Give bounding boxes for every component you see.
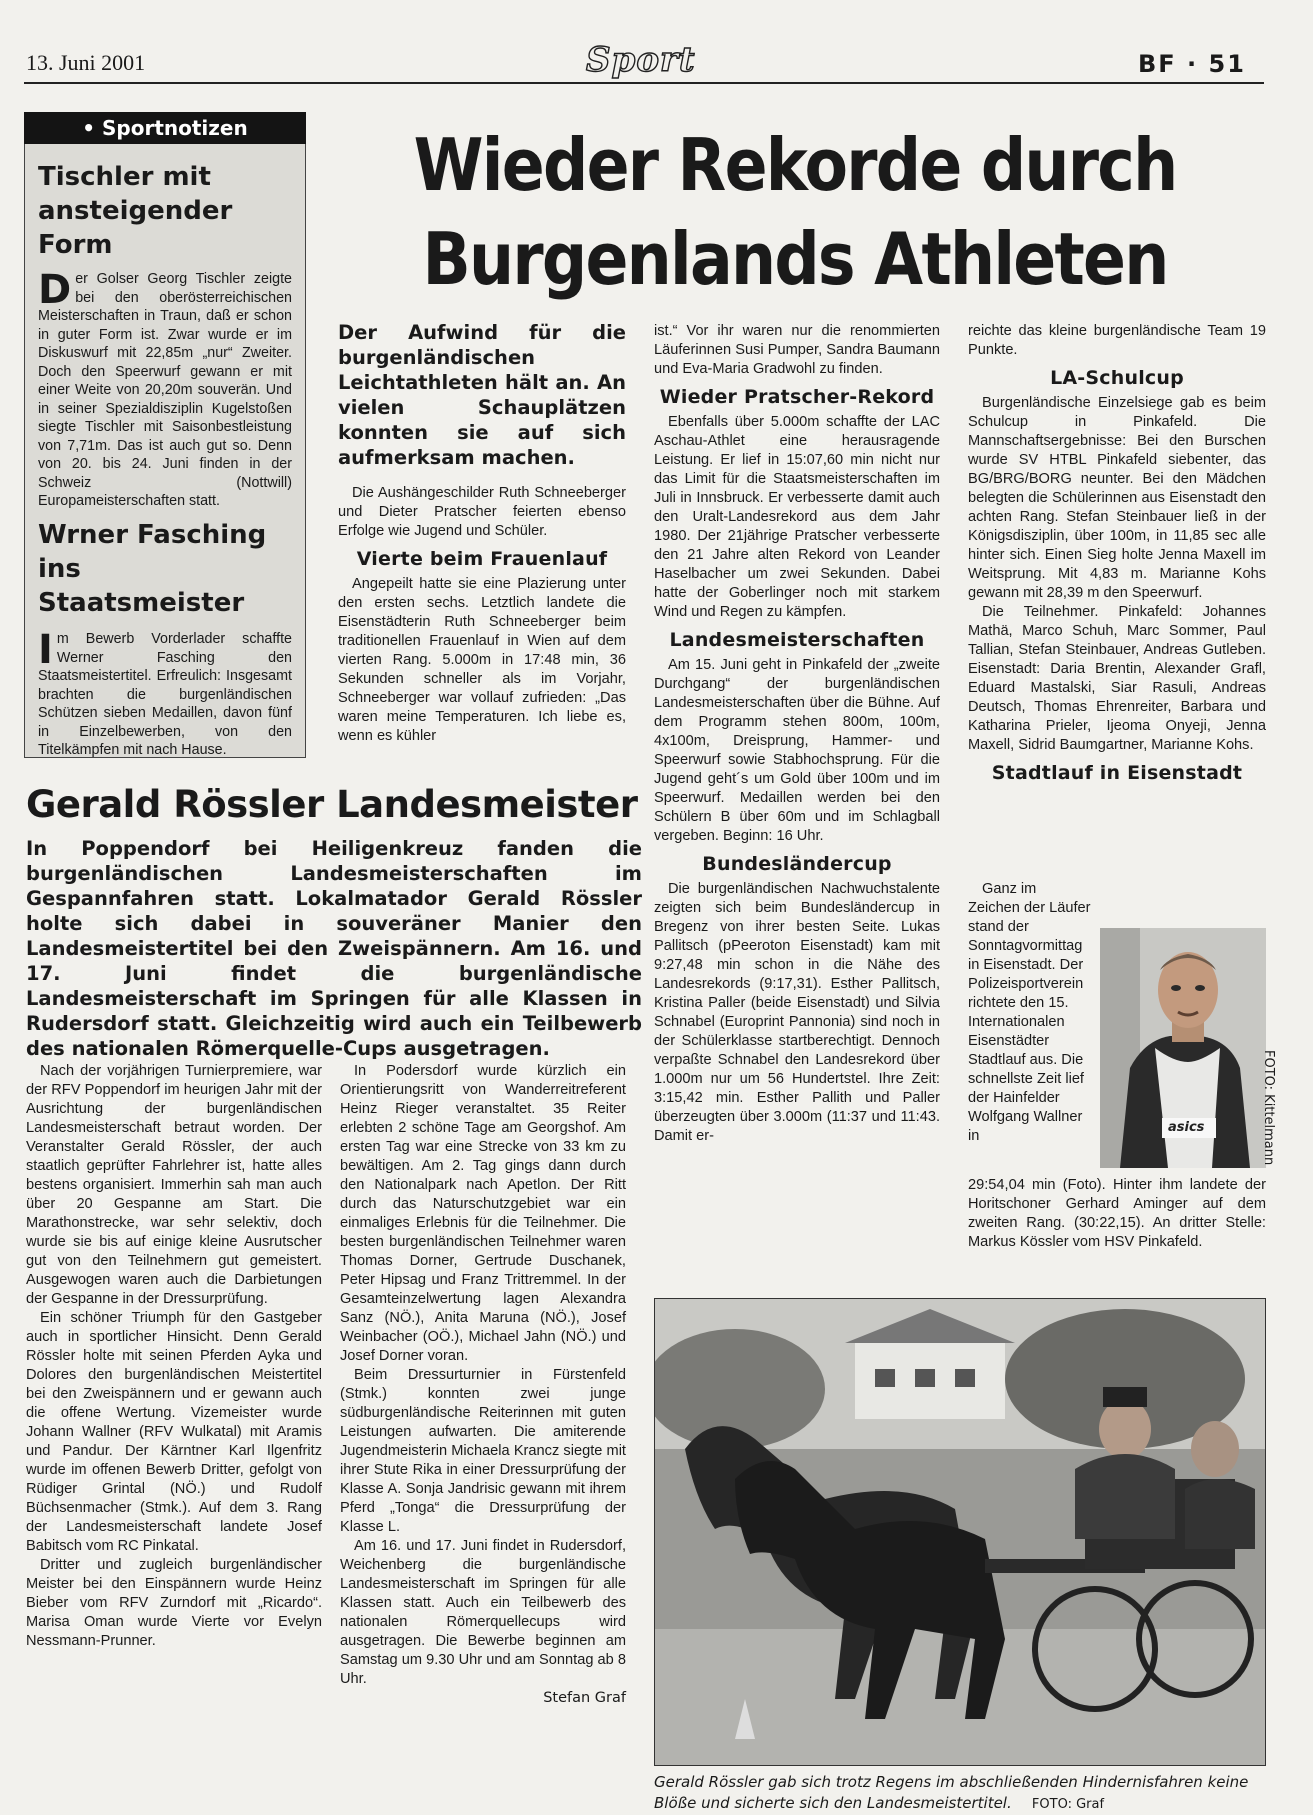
issue-date: 13. Juni 2001 bbox=[26, 50, 146, 75]
paragraph: Beim Dressurturnier in Fürstenfeld (Stmk.) konnten zwei junge südburgenländische Reiterinnen mit guten Leistungen aufwarten. Die amiterende Jugendmeisterin Michaela Krancz siegte mit ihrer Stute Rika in einer Dressurprüfung der Klasse A. Sonja Jandrisic gewann mit ihrem Pferd „Tonga“ die Dressurprüfung der Klasse L. bbox=[340, 1367, 626, 1535]
notiz-body bbox=[38, 627, 292, 760]
paragraph: Ebenfalls über 5.000m schaffte der LAC Aschau-Athlet eine herausragende Leistung. Er lief in 15:07,60 min nicht nur das Limit für die Staatsmeisterschaften im Juli in Innsbruck. Er verbesserte damit auch den Uralt-Landesrekord aus dem Jahr 1980. Der 21jährige Pratscher verbesserte den 21 Jahre alten Rekord von Leander Haselbacher um zwei Sekunden. Dabei hatte der Goberlinger noch mit starkem Wind und Regen zu kämpfen. bbox=[654, 414, 940, 620]
paragraph: Ein schöner Triumph für den Gastgeber auch in sportlicher Hinsicht. Denn Gerald Rössler holte mit seinen Pferden Ayka und Dolores den burgenländischen Meistertitel bei den Zweispännern und er gewann auch die offene Wertung. Vizemeister wurde Johann Wallner (RFV Wulkatal) mit Aramis und Pandur. Der Kärntner Karl Ilgenfritz wurde im offenen Bewerb Dritter, gefolgt von Rüdiger Grintal (NÖ.) und Rudolf Büchsenmacher (Stmk.). Auf dem 3. Rang der Landesmeisterschaft landete Josef Babitsch vom RC Pinkatal. bbox=[26, 1310, 322, 1554]
paragraph: Dritter und zugleich burgenländischer Meister bei den Einspännern wurde Heinz Bieber vom RFV Zurndorf mit „Ricardo“. Marisa Oman wurde Vierte vor Evelyn Nessmann-Prunner. bbox=[26, 1557, 322, 1649]
paragraph: Am 15. Juni geht in Pinkafeld der „zweite Durchgang“ der burgenländischen Landesmeisterschaften über die Bühne. Auf dem Programm stehen 800m, 100m, 4x100m, Dreisprung, Hammer- und Speerwurf sowie Stabhochsprung. Für die Jugend geht´s um Gold über 100m und im Speerwurf. Medaillen werden bei den Schülern B über 60m und im Schlagball vergeben. Beginn: 16 Uhr. bbox=[654, 657, 940, 844]
roessler-column-1 bbox=[26, 1062, 322, 1651]
paragraph: Die burgenländischen Nachwuchstalente zeigten sich beim Bundesländercup in Bregenz von ihrer besten Seite. Lukas Pallitsch (pPeeroton Eisenstadt) kam mit 9:27,48 min schon in die Nähe des Landesrekords (9:17,31). Esther Pallitsch, Kristina Paller (beide Eisenstadt) und Silvia Schnabel (Europrint Pannonia) sind noch in der Schülerklasse startberechtigt. Dennoch verpaßte Schnabel den Landesrekord über 1.000m nur um 56 Hundertstel. Ihre Zeit: 3:15,42 min. Esther Pallith und Paller überzeugten über 3.000m (11:37 und 11:43. Damit er- bbox=[654, 881, 940, 1144]
paragraph: Burgenländische Einzelsiege gab es beim Schulcup in Pinkafeld. Die Mannschaftsergebnisse: Bei den Burschen wurde SV HTBL Pinkafeld siebenter, das BG/BRG/BORG neunter. Bei den Mädchen belegten die Schülerinnen aus Eisenstadt den achten Rang. Stefan Steinbauer ließ in der Königsdisziplin, über 100m, in 11,85 sec alle hinter sich. Einen Sieg holte Jenna Maxell im Weitsprung. Mit 4,83 m. Marianne Kohs gewann mit 28,39 m den Speerwurf. bbox=[968, 395, 1266, 601]
subhead-schulcup: LA-Schulcup bbox=[1050, 367, 1184, 389]
main-headline bbox=[326, 118, 1264, 306]
section-title: Sport bbox=[586, 40, 696, 80]
headline-line-1: Wieder Rekorde durch bbox=[413, 123, 1177, 207]
notiz-title: Wrner Fasching ins Staatsmeister bbox=[38, 520, 267, 618]
stadtlauf-text-wide bbox=[968, 1176, 1266, 1252]
dropcap: I bbox=[38, 627, 53, 673]
athletics-column-2 bbox=[654, 322, 940, 1146]
carriage-photo bbox=[654, 1298, 1266, 1766]
paragraph: Am 16. und 17. Juni findet in Rudersdorf, Weichenberg die burgenländische Landesmeisterschaft im Springen für alle Klassen statt. Auch ein Teilbewerb des nationalen Römerquellecups wird ausgetragen. Die Bewerbe beginnen am Samstag um 9.30 Uhr und am Sonntag ab 8 Uhr. bbox=[340, 1538, 626, 1687]
notiz-tischler bbox=[38, 160, 292, 511]
carriage-caption bbox=[654, 1772, 1266, 1815]
paragraph: Ganz im Zeichen der Läufer stand der Sonntagvormittag in Eisenstadt. Der Polizeisportverein richtete den 15. Internationalen Eisenstädter Stadtlauf aus. Die schnellste Zeit lief der Hainfelder Wolfgang Wallner in bbox=[968, 881, 1091, 1144]
author: Stefan Graf bbox=[543, 1690, 626, 1706]
paragraph: Die Aushängeschilder Ruth Schneeberger und Dieter Pratscher feierten ebenso Erfolge wie Jugend und Schüler. bbox=[338, 485, 626, 539]
subhead-frauenlauf: Vierte beim Frauenlauf bbox=[356, 548, 608, 570]
sportnotizen-label: • Sportnotizen bbox=[24, 112, 306, 144]
athletics-column-3 bbox=[968, 322, 1266, 789]
subhead-landesmeisterschaften: Landesmeisterschaften bbox=[669, 629, 925, 651]
notiz-body bbox=[38, 267, 292, 511]
paragraph: Nach der vorjährigen Turnierpremiere, war der RFV Poppendorf im heurigen Jahr mit der Ausrichtung der burgenländischen Landesmeisterschaft betraut worden. Der Veranstalter Gerald Rössler, der auch staatlich geprüfter Fahrlehrer ist, hatte alles bestens organisiert. Immerhin sah man auch über 20 Gespanne am Start. Die Marathonstrecke, war sehr selektiv, doch wurde sie bis auf einige kleine Ausrutscher gut von den Teilnehmern gut gemeistert. Ausgewogen waren auch die Darbietungen der Gespanne in der Dressurprüfung. bbox=[26, 1063, 322, 1307]
subhead-pratscher: Wieder Pratscher-Rekord bbox=[659, 386, 935, 408]
headline-line-2: Burgenlands Athleten bbox=[422, 217, 1168, 301]
notiz-fasching bbox=[38, 518, 292, 760]
subhead-stadtlauf: Stadtlauf in Eisenstadt bbox=[991, 762, 1243, 784]
athletics-column-1 bbox=[338, 320, 626, 746]
athletics-lead: Der Aufwind für die burgenländischen Leichtathleten hält an. An vielen Schauplätzen konnten sie auf sich aufmerksam machen. bbox=[338, 321, 626, 469]
roessler-headline: Gerald Rössler Landesmeister bbox=[26, 783, 638, 826]
carriage-illustration bbox=[655, 1299, 1266, 1766]
paragraph: ist.“ Vor ihr waren nur die renommierten Läuferinnen Susi Pumper, Sandra Baumann und Eva-Maria Gradwohl zu finden. bbox=[654, 323, 940, 377]
runner-photo-credit: FOTO: Kittelmann bbox=[1261, 1050, 1276, 1166]
notiz-text: m Bewerb Vorderlader schaffte Werner Fasching den Staatsmeistertitel. Erfreulich: Insgesamt brachten die burgenländischen Schützen sieben Medaillen, davon fünf in Einzelbewerben, von den Titelkämpfen mit nach Hause. bbox=[38, 631, 292, 758]
paragraph: reichte das kleine burgenländische Team 19 Punkte. bbox=[968, 323, 1266, 358]
paragraph: Angepeilt hatte sie eine Plazierung unter den ersten sechs. Letztlich landete die Eisenstädterin Ruth Schneeberger beim traditionellen Frauenlauf in Wien auf dem vierten Rang. 5.000m in 17:48 min, 36 Sekunden schneller als im Vorjahr, Schneeberger war vollauf zufrieden: „Das waren meine Temperaturen. Ich liebe es, wenn es kühler bbox=[338, 576, 626, 744]
notiz-title: Tischler mit ansteigender Form bbox=[38, 162, 233, 260]
paragraph: In Podersdorf wurde kürzlich ein Orientierungsritt von Wanderreitreferent Heinz Rieger veranstaltet. 35 Reiter erlebten 2 schöne Tage am Georgshof. Am ersten Tag war eine Strecke von 33 km zu bewältigen. Am 2. Tag gings dann durch den Nationalpark nach Apetlon. Der Ritt durch das Naturschutzgebiet war ein einmaliges Erlebnis für die Teilnehmer. Die besten burgenländischen Teilnehmer waren Thomas Dorner, Gertrude Duschanek, Peter Hipsag und Franz Trittremmel. In der Gesamteinzelwertung lagen Alexandra Sanz (NÖ.), Anita Maruna (NÖ.), Josef Weinbacher (OÖ.), Michael Jahn (NÖ.) und Josef Dorner voran. bbox=[340, 1063, 626, 1364]
page-number: BF · 51 bbox=[1138, 50, 1246, 78]
runner-photo bbox=[1100, 928, 1266, 1168]
paragraph: Die Teilnehmer. Pinkafeld: Johannes Mathä, Marco Schuh, Marc Sommer, Paul Tallian, Stefan Steinbauer, Andreas Gutleben. Eisenstadt: Daria Brentin, Alexander Grafl, Eduard Mastalski, Siar Rasuli, Andreas Deutsch, Thomas Ehrenreiter, Barbara und Katharina Prieler, Ijeoma Onyeji, Jenna Maxell, Sidrid Baumgartner, Marianne Kohs. bbox=[968, 604, 1266, 753]
caption-credit: FOTO: Graf bbox=[1031, 1797, 1105, 1812]
notiz-text: er Golser Georg Tischler zeigte bei den oberösterreichischen Meisterschaften in Traun, daß er schon in guter Form ist. Zwar wurde er im Diskuswurf mit 22,85m „nur“ Zweiter. Doch den Speerwurf gewann er mit einer Weite von 20,20m souverän. Und in seiner Spezialdisziplin Kugelstoßen siegte Tischler mit Saisonbestleistung von 7,71m. Das ist auch gut so. Denn von 20. bis 24. Juni finden in der Schweiz (Nottwill) Europameisterschaften statt. bbox=[38, 271, 292, 509]
roessler-lead: In Poppendorf bei Heiligenkreuz fanden die burgenländischen Landesmeisterschaften im Gespannfahren statt. Lokalmatador Gerald Rössler holte sich dabei in souveräner Manier den Landesmeistertitel bei den Zweispännern. Am 16. und 17. Juni findet die burgenländische Landesmeisterschaft im Springen für alle Klassen in Rudersdorf statt. Gleichzeitig wird auch ein Teilbewerb des nationalen Römerquelle-Cups ausgetragen. bbox=[26, 837, 642, 1060]
roessler-column-2 bbox=[340, 1062, 626, 1708]
header-rule bbox=[24, 82, 1264, 84]
shirt-brand: asics bbox=[1168, 1120, 1205, 1135]
subhead-bundeslaendercup: Bundesländercup bbox=[702, 853, 892, 875]
stadtlauf-text-narrow bbox=[968, 880, 1092, 1146]
caption-text: Gerald Rössler gab sich trotz Regens im abschließenden Hindernisfahren keine Blöße und sicherte sich den Landesmeistertitel. bbox=[654, 1773, 1249, 1812]
dropcap: D bbox=[38, 267, 72, 313]
paragraph: 29:54,04 min (Foto). Hinter ihm landete der Horitschoner Gerhard Aminger auf dem zweiten Rang. (30:22,15). An dritter Stelle: Markus Kössler vom HSV Pinkafeld. bbox=[968, 1177, 1266, 1250]
